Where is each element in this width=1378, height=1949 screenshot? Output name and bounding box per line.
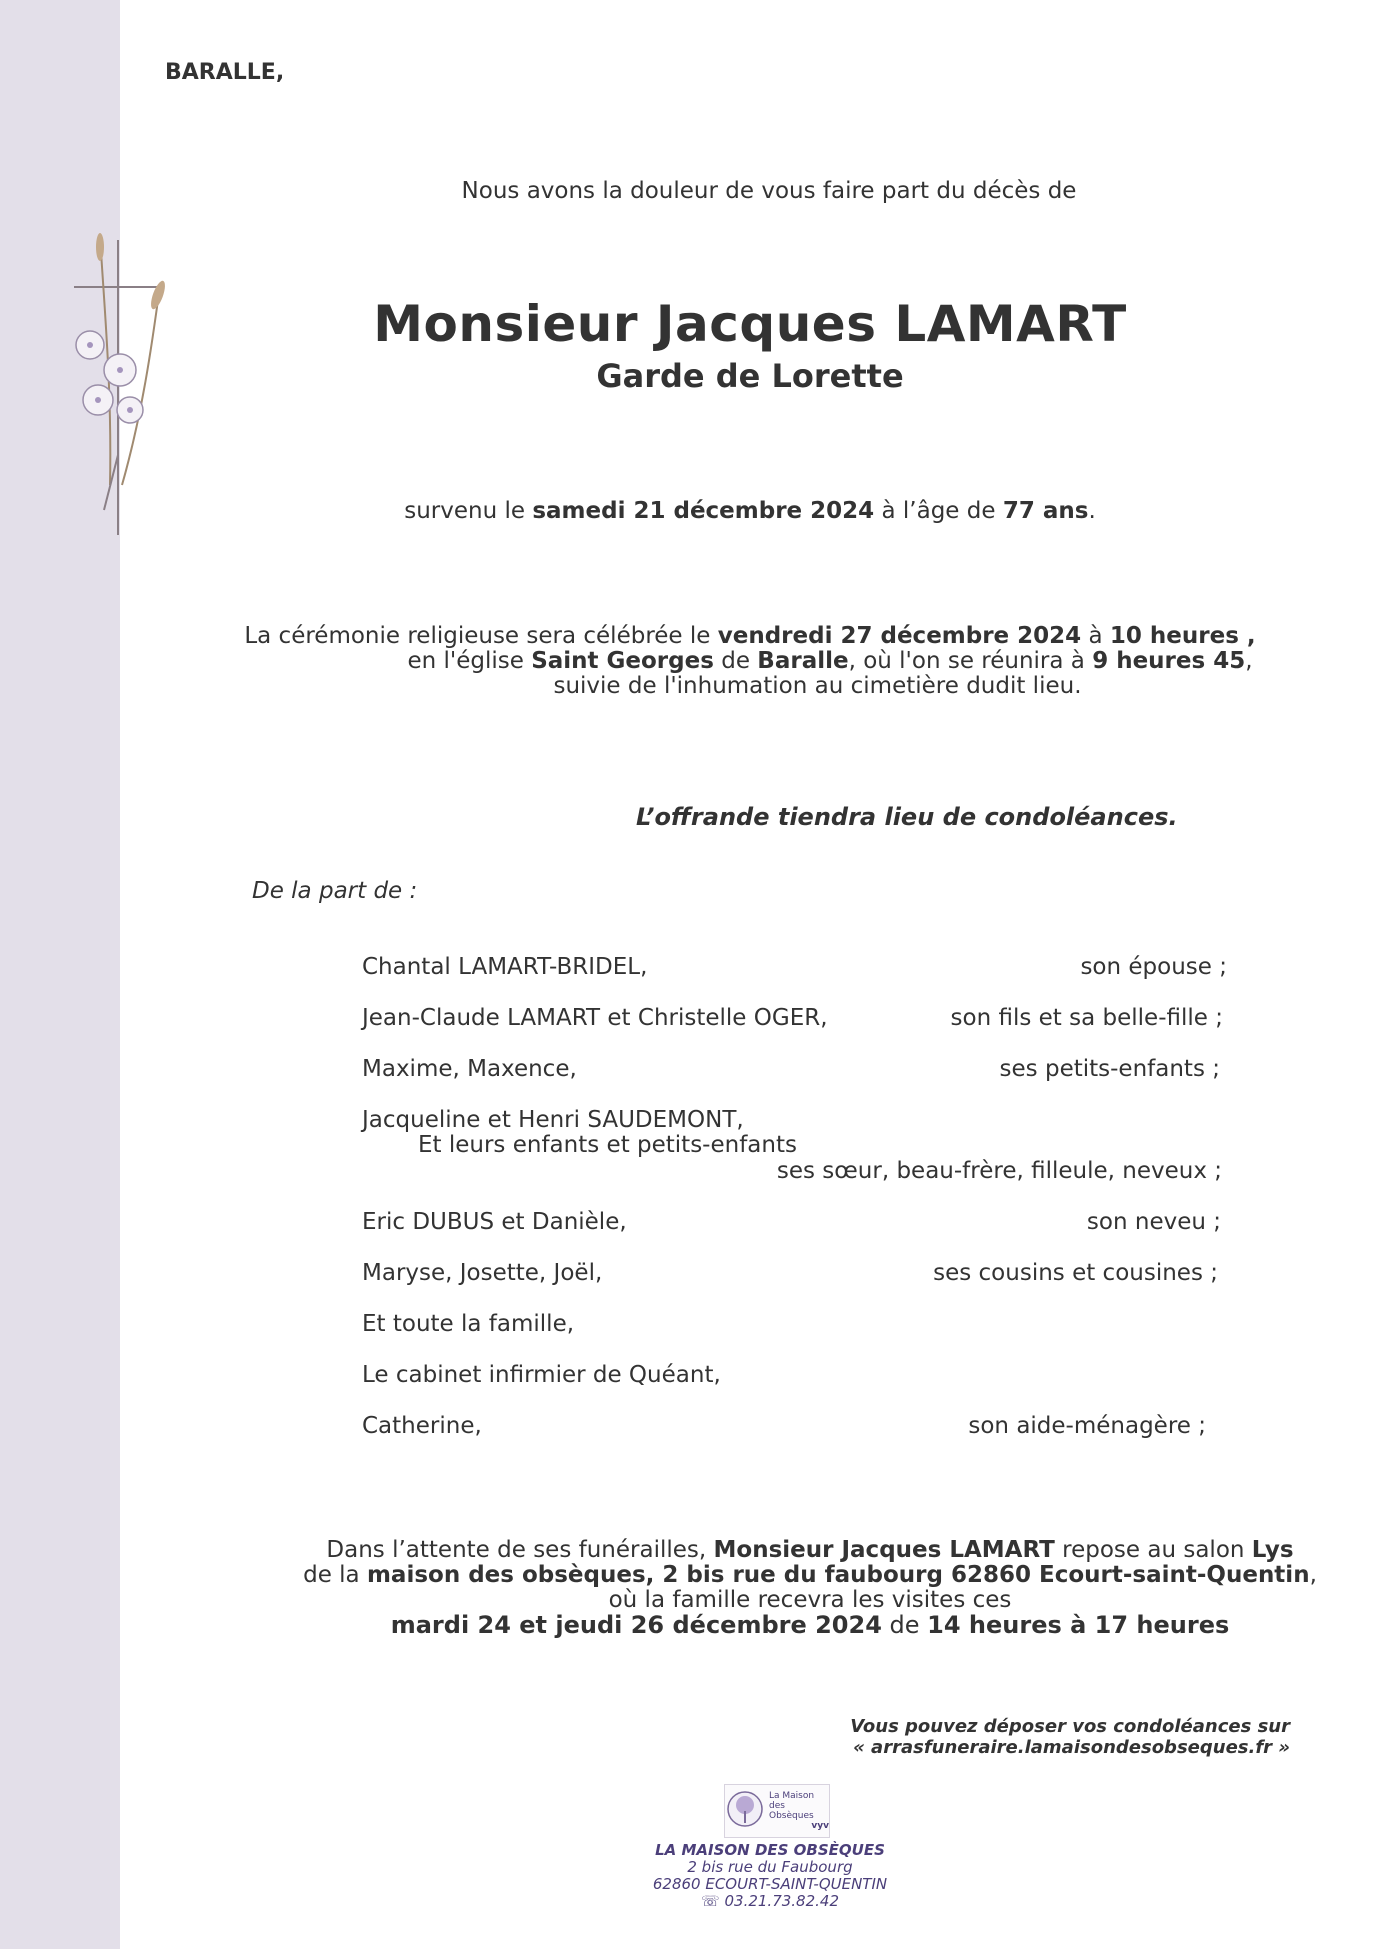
death-date-line (150, 498, 1350, 524)
ceremony-text: à (1081, 623, 1110, 649)
church-town: Baralle (757, 648, 849, 674)
family-name-continued: Et leurs enfants et petits-enfants (418, 1132, 797, 1158)
visitation-hours: 14 heures à 17 heures (927, 1611, 1230, 1639)
death-mid: à l’âge de (874, 498, 1003, 524)
intro-line (0, 178, 1378, 204)
funeral-home-phone: ☏ 03.21.73.82.42 (700, 1892, 840, 1910)
family-name: Maxime, Maxence, (362, 1056, 577, 1082)
family-name: Maryse, Josette, Joël, (362, 1260, 603, 1286)
family-relation: ses sœur, beau-frère, filleule, neveux ; (776, 1158, 1222, 1184)
family-relation: ses petits-enfants ; (999, 1056, 1220, 1082)
family-name: Catherine, (362, 1413, 482, 1439)
visitation-line-4 (150, 1613, 1378, 1639)
family-name: Jean-Claude LAMART et Christelle OGER, (362, 1005, 828, 1031)
funeral-home-address (560, 1842, 980, 1910)
ceremony-text: , (1245, 648, 1253, 674)
ceremony-text: en l'église (407, 648, 532, 674)
from-label: De la part de : (252, 878, 418, 904)
visitation-text: de (881, 1611, 928, 1639)
family-relation: son fils et sa belle-fille ; (950, 1005, 1223, 1031)
visitation-line-2 (150, 1563, 1378, 1588)
ceremony-line-3: suivie de l'inhumation au cimetière dudit lieu. (553, 673, 1082, 699)
logo-line: La Maison (769, 1791, 815, 1801)
family-name: Et toute la famille, (362, 1311, 575, 1337)
online-condolences-note (600, 1716, 1290, 1758)
family-relation: son neveu ; (1086, 1209, 1221, 1235)
visitation-text: de la (303, 1562, 367, 1588)
death-prefix: survenu le (404, 498, 533, 524)
funeral-home-city: 62860 ECOURT-SAINT-QUENTIN (652, 1875, 888, 1893)
online-text: Vous pouvez déposer vos condoléances sur (850, 1716, 1290, 1737)
death-date: samedi 21 décembre 2024 (532, 498, 875, 524)
intro-text: Nous avons la douleur de vous faire part du décès de (461, 178, 1077, 204)
visitation-address: maison des obsèques, 2 bis rue du faubourg 62860 Ecourt-saint-Quentin (366, 1562, 1310, 1588)
ceremony-text: de (713, 648, 758, 674)
funeral-home-street: 2 bis rue du Faubourg (687, 1858, 853, 1876)
church-name: Saint Georges (531, 648, 714, 674)
family-name: Jacqueline et Henri SAUDEMONT, (362, 1107, 744, 1133)
deceased-name: Monsieur Jacques LAMART (373, 295, 1127, 353)
visitation-text: , (1309, 1562, 1317, 1588)
funeral-home-name: LA MAISON DES OBSÈQUES (655, 1841, 885, 1859)
family-name: Eric DUBUS et Danièle, (362, 1209, 627, 1235)
offering-note: L’offrande tiendra lieu de condoléances. (636, 803, 1178, 831)
visitation-line-3: où la famille recevra les visites ces (608, 1587, 1012, 1613)
death-age: 77 ans (1002, 498, 1089, 524)
ceremony-date: vendredi 27 décembre 2024 (717, 623, 1082, 649)
logo-line: des Obsèques (769, 1801, 814, 1821)
logo-line: vyv (811, 1821, 829, 1831)
town-name: BARALLE, (165, 60, 285, 85)
ceremony-line-1 (150, 624, 1350, 649)
visitation-dates: mardi 24 et jeudi 26 décembre 2024 (390, 1611, 882, 1639)
gathering-time: 9 heures 45 (1092, 648, 1246, 674)
family-relation: ses cousins et cousines ; (933, 1260, 1218, 1286)
ceremony-line-2 (150, 649, 1350, 674)
visitation-block (150, 1538, 1378, 1639)
family-name: Chantal LAMART-BRIDEL, (362, 954, 648, 980)
visitation-text: Dans l’attente de ses funérailles, (326, 1537, 714, 1563)
funeral-home-logo (724, 1784, 830, 1838)
ceremony-text: , où l'on se réunira à (848, 648, 1093, 674)
family-relation: son aide-ménagère ; (968, 1413, 1206, 1439)
family-relation: son épouse ; (1080, 954, 1227, 980)
ceremony-block (150, 624, 1350, 699)
ceremony-text: La cérémonie religieuse sera célébrée le (244, 623, 718, 649)
online-website-link[interactable]: « arrasfuneraire.lamaisondesobseques.fr » (853, 1737, 1290, 1758)
visitation-text: repose au salon (1054, 1537, 1252, 1563)
deceased-title: Garde de Lorette (596, 357, 904, 395)
family-name: Le cabinet infirmier de Quéant, (362, 1362, 721, 1388)
visitation-name: Monsieur Jacques LAMART (713, 1537, 1055, 1563)
visitation-line-1 (150, 1538, 1378, 1563)
ceremony-time: 10 heures , (1109, 623, 1256, 649)
salon-name: Lys (1251, 1537, 1294, 1563)
death-suffix: . (1088, 498, 1096, 524)
logo-text (769, 1791, 829, 1831)
